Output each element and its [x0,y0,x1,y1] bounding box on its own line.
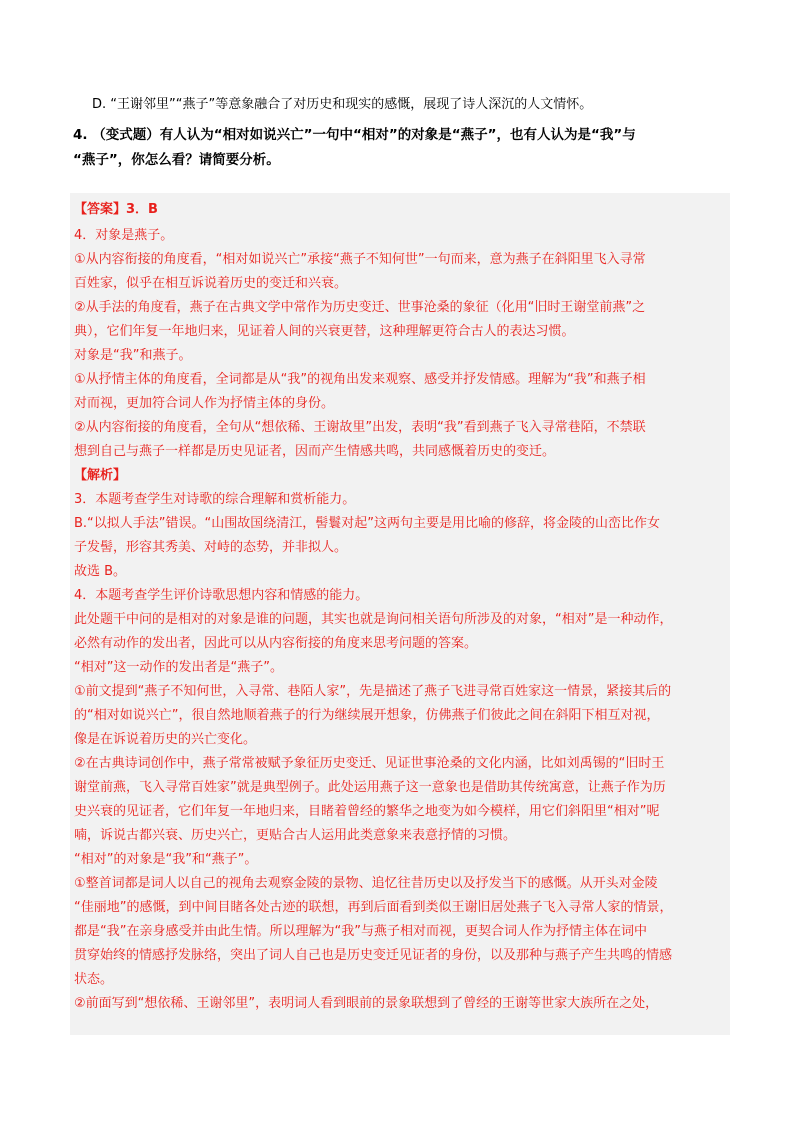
answer-analysis-box [70,193,730,1035]
answer-line: 的“相对如说兴亡”，很自然地顺着燕子的行为继续展开想象，仿佛燕子们彼此之间在斜阳下相互对视， [74,708,660,723]
answer-line: ②从手法的角度看，燕子在古典文学中常作为历史变迁、世事沧桑的象征（化用“旧时王谢堂前燕”之 [74,300,646,315]
answer-line: 此处题干中问的是相对的对象是谁的问题，其实也就是询问相关语句所涉及的对象，“相对”是一种动作， [74,612,673,627]
answer-line: “相对”的对象是“我”和“燕子”。 [74,852,258,867]
answer-line: 4．对象是燕子。 [74,228,174,243]
answer-line: “佳丽地”的感慨，到中间目睹各处古迹的联想，再到后面看到类似王谢旧居处燕子飞入寻常人家的情景， [74,900,673,915]
answer-line: 故选 B。 [74,564,127,579]
answer-line: 百姓家，似乎在相互诉说着历史的变迁和兴衰。 [74,276,348,291]
answer-line: ②前面写到“想依稀、王谢邻里”，表明词人看到眼前的景象联想到了曾经的王谢等世家大族所在之处， [74,996,659,1011]
answer-line: 史兴衰的见证者，它们年复一年地归来，目睹着曾经的繁华之地变为如今模样，用它们斜阳里“相对”呢 [74,804,660,819]
question-stem-line: 4. （变式题）有人认为“相对如说兴亡”一句中“相对”的对象是“燕子”，也有人认为是“我”与 [73,127,636,143]
answer-line: ①从内容衔接的角度看，“相对如说兴亡”承接“燕子不知何世”一句而来，意为燕子在斜阳里飞入寻常 [74,252,646,267]
answer-line: 典），它们年复一年地归来，见证着人间的兴衰更替，这种理解更符合古人的表达习惯。 [74,324,575,339]
answer-line: ②在古典诗词创作中，燕子常常被赋予象征历史变迁、见证世事沧桑的文化内涵，比如刘禹锡的“旧时王 [74,756,665,771]
answer-line: ②从内容衔接的角度看，全句从“想依稀、王谢故里”出发，表明“我”看到燕子飞入寻常巷陌，不禁联 [74,420,646,435]
answer-line: 对象是“我”和燕子。 [74,348,192,363]
answer-line: ①前文提到“燕子不知何世，入寻常、巷陌人家”，先是描述了燕子飞进寻常百姓家这一情景，紧接其后的 [74,684,672,699]
answer-line: B.“以拟人手法”错误。“山围故国绕清江，髻鬟对起”这两句主要是用比喻的修辞，将金陵的山峦比作女 [74,516,660,531]
answer-line: 像是在诉说着历史的兴亡变化。 [74,732,257,747]
answer-line: 4．本题考查学生评价诗歌思想内容和情感的能力。 [74,588,369,603]
answer-line: 【解析】 [74,468,127,483]
answer-line: “相对”这一动作的发出者是“燕子”。 [74,660,283,675]
answer-line: 喃，诉说古都兴衰、历史兴亡，更贴合古人运用此类意象来表意抒情的习惯。 [74,828,517,843]
question-4-stem [73,123,733,173]
question-option-d: D. “王谢邻里”“燕子”等意象融合了对历史和现实的感慨，展现了诗人深沉的人文情怀。 [92,97,593,112]
answer-line: ①整首词都是词人以自己的视角去观察金陵的景物、追忆往昔历史以及抒发当下的感慨。从开头对金陵 [74,876,658,891]
answer-line: 谢堂前燕，飞入寻常百姓家”就是典型例子。此处运用燕子这一意象也是借助其传统寓意，让燕子作为历 [74,780,666,795]
question-stem-line: “燕子”，你怎么看？请简要分析。 [73,152,280,168]
answer-line: 3．本题考查学生对诗歌的综合理解和赏析能力。 [74,492,356,507]
answer-line: 状态。 [74,972,114,987]
answer-line: 对而视，更加符合词人作为抒情主体的身份。 [74,396,335,411]
answer-line: 子发髻，形容其秀美、对峙的态势，并非拟人。 [74,540,348,555]
answer-line: ①从抒情主体的角度看，全词都是从“我”的视角出发来观察、感受并抒发情感。理解为“我”和燕子相 [74,372,646,387]
answer-line: 【答案】3．B [74,202,158,217]
answer-line: 都是“我”在亲身感受并由此生情。所以理解为“我”与燕子相对而视，更契合词人作为抒情主体在词中 [74,924,647,939]
answer-line: 必然有动作的发出者，因此可以从内容衔接的角度来思考问题的答案。 [74,636,478,651]
answer-line: 想到自己与燕子一样都是历史见证者，因而产生情感共鸣，共同感慨着历史的变迁。 [74,444,556,459]
answer-line: 贯穿始终的情感抒发脉络，突出了词人自己也是历史变迁见证者的身份，以及那种与燕子产生共鸣的情感 [74,948,673,963]
